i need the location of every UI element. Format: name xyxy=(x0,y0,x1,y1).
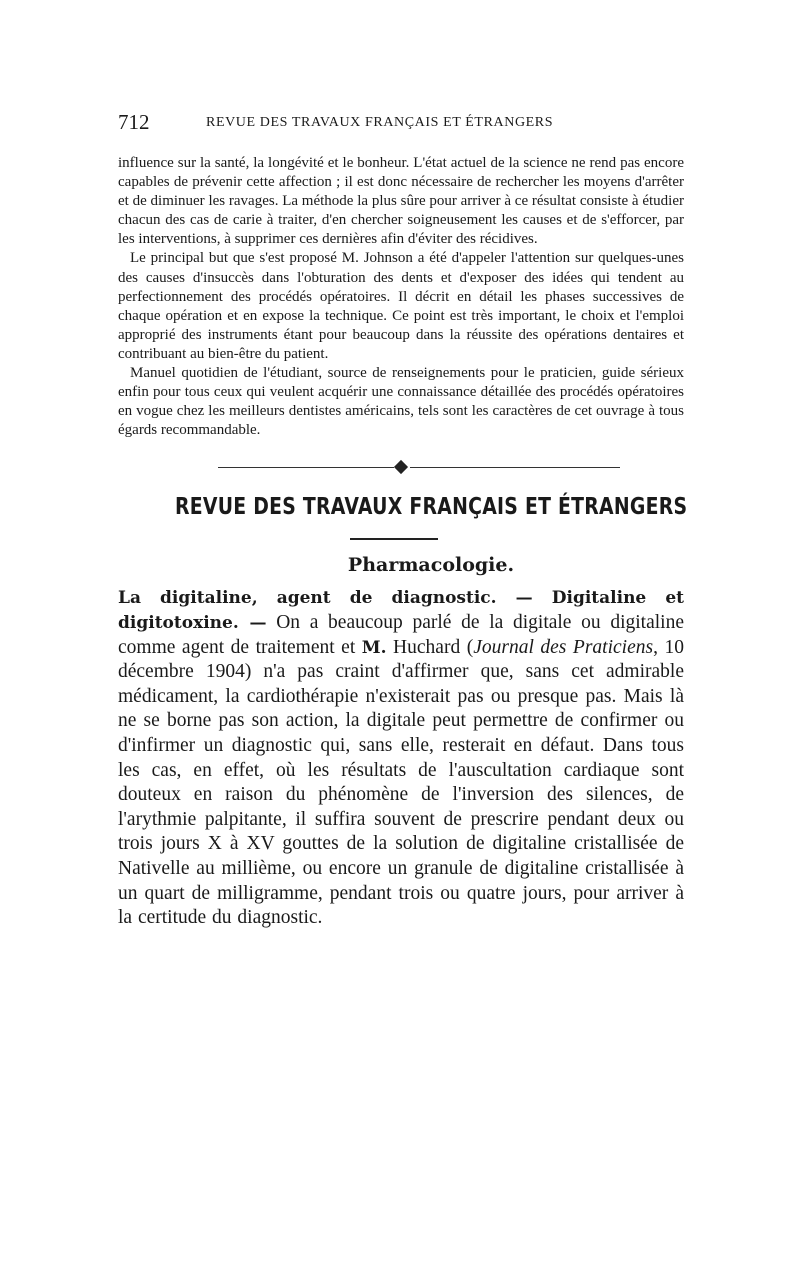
article-text-part-2: , 10 décembre 1904) n'a pas craint d'affirmer que, sans cet admirable médicament, la cardiothérapie n'existerait pas ou presque pas. Mais là ne se borne pas son action, la digitale peut permettre de confirmer ou d'infirmer un diagnostic qui, sans elle, resterait en défaut. Dans tous les cas, en effet, où les résultats de l'auscultation cardiaque sont douteux en raison du phénomène de l'inversion des silences, de l'arythmie palpitante, il suffira souvent de prescrire pendant deux ou trois jours X à XV gouttes de la solution de digitaline cristallisée de Nativelle au millième, ou encore un granule de digitaline cristallisée à un quart de milligramme, pendant trois ou quatre jours, pour arriver à la certitude du diagnostic. xyxy=(118,636,684,929)
article-text xyxy=(118,586,684,930)
page-number: 712 xyxy=(118,110,150,134)
article-lead-title: La digitaline, agent de diagnostic. — Digitaline et digitotoxine. — xyxy=(118,588,684,633)
journal-title: Journal des Praticiens xyxy=(473,636,654,658)
running-title: REVUE DES TRAVAUX FRANÇAIS ET ÉTRANGERS xyxy=(206,115,554,130)
review-paragraph-3: Manuel quotidien de l'étudiant, source de renseignements pour le praticien, guide sérieux enfin pour tous ceux qui veulent acquérir une connaissance détaillée des procédés opératoires en vogue chez les meilleurs dentistes américains, tels sont les caractères de cet ouvrage à tous égards recommandable. xyxy=(118,365,684,439)
author-initial: M. xyxy=(361,637,387,658)
section-title: REVUE DES TRAVAUX FRANÇAIS ET ÉTRANGERS xyxy=(175,494,688,521)
article-text-part-1: On a beaucoup parlé de la digitale ou digitaline comme agent de traitement et xyxy=(118,612,684,658)
divider-line-right xyxy=(410,467,620,468)
author-name: Huchard ( xyxy=(386,636,474,658)
document-page xyxy=(118,110,688,931)
title-rule xyxy=(350,538,438,540)
article-paragraph xyxy=(118,586,684,930)
divider-line-left xyxy=(218,467,394,468)
running-header xyxy=(118,110,684,140)
book-review-text xyxy=(118,154,684,440)
review-paragraph-2: Le principal but que s'est proposé M. Johnson a été d'appeler l'attention sur quelques-unes des causes d'insuccès dans l'obturation des dents et d'exposer des idées qui tendent au perfectionnement des procédés opératoires. Il décrit en détail les phases successives de chaque opération et en expose la technique. Ce point est très important, le choix et l'emploi approprié des instruments étant pour beaucoup dans la réussite des opérations dentaires et contribuant au bien-être du patient. xyxy=(118,250,684,362)
review-paragraph-1: influence sur la santé, la longévité et le bonheur. L'état actuel de la science ne rend pas encore capables de prévenir cette affection ; il est donc nécessaire de rechercher les moyens d'arrêter et de diminuer les ravages. La méthode la plus sûre pour arriver à ce résultat consiste à étudier chacun des cas de carie à traiter, d'en chercher soigneusement les causes et de s'efforcer, par les interventions, à supprimer ces dernières afin d'éviter des récidives. xyxy=(118,155,684,248)
subsection-heading: Pharmacologie. xyxy=(347,554,515,577)
section-divider-ornament xyxy=(118,458,684,478)
diamond-ornament-icon xyxy=(394,460,408,474)
